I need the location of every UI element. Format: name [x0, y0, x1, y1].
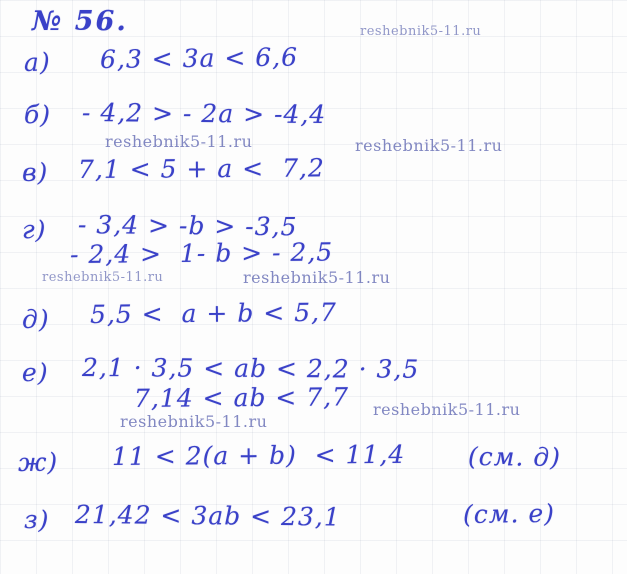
task-number: № 56. [32, 6, 128, 37]
item-expression: 11 < 2(a + b) < 11,4 [111, 439, 406, 471]
item-expression: 6,3 < 3a < 6,6 [99, 42, 299, 74]
item-expression: - 2,4 > 1- b > - 2,5 [69, 237, 334, 269]
item-expression: 7,1 < 5 + a < 7,2 [77, 153, 325, 184]
watermark: reshebnik5-11.ru [355, 136, 503, 155]
item-expression: (см. е) [462, 498, 556, 529]
item-label: е) [21, 358, 49, 388]
watermark: reshebnik5-11.ru [120, 412, 268, 431]
item-label: в) [21, 157, 49, 187]
item-label: з) [23, 505, 50, 535]
item-label: ж) [17, 447, 59, 477]
item-label: д) [21, 304, 50, 334]
watermark: reshebnik5-11.ru [105, 132, 253, 151]
item-expression: 21,42 < 3ab < 23,1 [74, 500, 341, 532]
item-expression: 7,14 < ab < 7,7 [133, 382, 350, 413]
watermark: reshebnik5-11.ru [373, 400, 521, 419]
item-expression: - 3,4 > -b > -3,5 [77, 210, 298, 242]
item-expression: - 4,2 > - 2a > -4,4 [81, 98, 327, 130]
item-label: а) [23, 47, 51, 77]
watermark: reshebnik5-11.ru [243, 268, 391, 287]
item-expression: 5,5 < a + b < 5,7 [89, 297, 338, 329]
watermark: reshebnik5-11.ru [360, 24, 482, 39]
item-label: б) [23, 100, 52, 130]
watermark: reshebnik5-11.ru [42, 270, 164, 285]
item-expression: 2,1 · 3,5 < ab < 2,2 · 3,5 [81, 353, 420, 384]
item-label: г) [21, 215, 47, 245]
item-expression: (см. д) [467, 442, 562, 472]
